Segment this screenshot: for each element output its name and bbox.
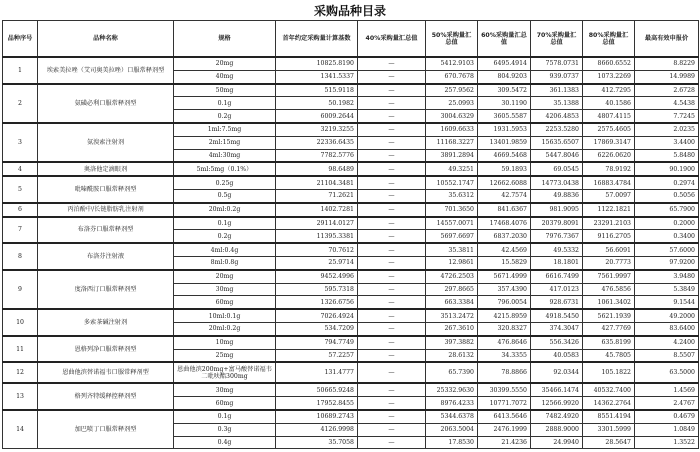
col-base-quantity-header: 首年约定采购量计算基数 [276, 21, 358, 58]
pct40-cell: — [358, 149, 426, 162]
spec-cell: 0.1g [174, 410, 276, 423]
pct80-cell: 78.9192 [583, 162, 635, 176]
pct80-cell: 412.7295 [583, 84, 635, 97]
spec-cell: 4ml:30mg [174, 149, 276, 162]
base-quantity-cell: 11395.3381 [276, 230, 358, 243]
spec-cell: 0.25g [174, 176, 276, 189]
pct80-cell: 635.8199 [583, 336, 635, 349]
max-price-cell: 5.3849 [635, 283, 699, 296]
pct40-cell: — [358, 176, 426, 189]
pct70-cell: 981.9095 [531, 203, 583, 217]
pct70-cell: 7482.4920 [531, 410, 583, 423]
pct50-cell: 65.7390 [426, 362, 478, 383]
base-quantity-cell: 35.7058 [276, 436, 358, 449]
pct50-cell: 267.3610 [426, 322, 478, 335]
pct60-cell: 34.3355 [478, 349, 531, 362]
table-row [3, 203, 699, 217]
pct70-cell: 361.1383 [531, 84, 583, 97]
pct80-cell: 8551.4194 [583, 410, 635, 423]
base-quantity-cell: 6009.2644 [276, 110, 358, 123]
variety-no-cell: 5 [3, 176, 38, 203]
max-price-cell: 49.2000 [635, 309, 699, 322]
pct70-cell: 7976.7367 [531, 230, 583, 243]
pct80-cell: 9116.2705 [583, 230, 635, 243]
variety-name-cell: 奥洛他定滴眼剂 [38, 162, 174, 176]
pct60-cell: 841.6367 [478, 203, 531, 217]
table-row [3, 217, 699, 230]
variety-no-cell: 13 [3, 383, 38, 410]
pct70-cell: 35.1388 [531, 97, 583, 110]
pct70-cell: 556.3426 [531, 336, 583, 349]
pct70-cell: 4918.5450 [531, 309, 583, 322]
pct50-cell: 14557.0071 [426, 217, 478, 230]
pct80-cell: 5621.1939 [583, 309, 635, 322]
pct40-cell: — [358, 256, 426, 269]
pct80-cell: 23291.2103 [583, 217, 635, 230]
pct40-cell: — [358, 383, 426, 396]
pct50-cell: 11168.3227 [426, 136, 478, 149]
spec-cell: 60mg [174, 296, 276, 309]
pct40-cell: — [358, 203, 426, 217]
base-quantity-cell: 7782.5776 [276, 149, 358, 162]
table-row [3, 243, 699, 256]
pct70-cell: 928.6731 [531, 296, 583, 309]
pct70-cell: 374.3047 [531, 322, 583, 335]
max-price-cell: 1.4569 [635, 383, 699, 396]
pct60-cell: 30399.5550 [478, 383, 531, 396]
variety-no-cell: 6 [3, 203, 38, 217]
col-spec-header: 规格 [174, 21, 276, 58]
pct70-cell: 939.0737 [531, 70, 583, 83]
pct40-cell: — [358, 110, 426, 123]
pct80-cell: 427.7769 [583, 322, 635, 335]
pct60-cell: 21.4236 [478, 436, 531, 449]
pct50-cell: 257.9562 [426, 84, 478, 97]
max-price-cell: 90.1900 [635, 162, 699, 176]
variety-name-cell: 恩曲他滨替诺福韦口服常释剂型 [38, 362, 174, 383]
pct50-cell: 3891.2894 [426, 149, 478, 162]
max-price-cell: 2.0235 [635, 123, 699, 136]
max-price-cell: 63.5000 [635, 362, 699, 383]
pct40-cell: — [358, 423, 426, 436]
pct70-cell: 417.0123 [531, 283, 583, 296]
col-60pct-header: 60%采购量汇总值 [478, 21, 531, 58]
base-quantity-cell: 98.6489 [276, 162, 358, 176]
variety-no-cell: 12 [3, 362, 38, 383]
table-row [3, 176, 699, 189]
pct40-cell: — [358, 436, 426, 449]
pct80-cell: 16883.4784 [583, 176, 635, 189]
table-row [3, 57, 699, 70]
max-price-cell: 4.2400 [635, 336, 699, 349]
col-variety-name-header: 品种名称 [38, 21, 174, 58]
pct60-cell: 1931.5953 [478, 123, 531, 136]
pct80-cell: 20.7773 [583, 256, 635, 269]
col-variety-no-header: 品种序号 [3, 21, 38, 58]
pct40-cell: — [358, 57, 426, 70]
base-quantity-cell: 57.2257 [276, 349, 358, 362]
max-price-cell: 83.6400 [635, 322, 699, 335]
spec-cell: 20mg [174, 270, 276, 283]
pct80-cell: 7561.9997 [583, 270, 635, 283]
pct70-cell: 20379.8091 [531, 217, 583, 230]
pct60-cell: 12662.6088 [478, 176, 531, 189]
pct60-cell: 796.0054 [478, 296, 531, 309]
max-price-cell: 3.4400 [635, 136, 699, 149]
pct80-cell: 1061.3402 [583, 296, 635, 309]
spec-cell: 恩曲他滨200mg+富马酸替诺福韦二吡呋酯300mg [174, 362, 276, 383]
header-row [3, 21, 699, 58]
pct80-cell: 56.6091 [583, 243, 635, 256]
base-quantity-cell: 17952.8455 [276, 397, 358, 410]
pct40-cell: — [358, 270, 426, 283]
pct80-cell: 105.1822 [583, 362, 635, 383]
pct80-cell: 40.1586 [583, 97, 635, 110]
pct50-cell: 25.0993 [426, 97, 478, 110]
pct70-cell: 18.1801 [531, 256, 583, 269]
pct60-cell: 6413.5646 [478, 410, 531, 423]
pct70-cell: 49.5332 [531, 243, 583, 256]
pct70-cell: 40.0583 [531, 349, 583, 362]
spec-cell: 50mg [174, 84, 276, 97]
max-price-cell: 0.4679 [635, 410, 699, 423]
pct60-cell: 30.1190 [478, 97, 531, 110]
spec-cell: 0.1g [174, 217, 276, 230]
table-row [3, 410, 699, 423]
pct60-cell: 804.9203 [478, 70, 531, 83]
table-row [3, 383, 699, 396]
base-quantity-cell: 50665.9248 [276, 383, 358, 396]
table-row [3, 123, 699, 136]
base-quantity-cell: 22336.6435 [276, 136, 358, 149]
col-40pct-header: 40%采购量汇总值 [358, 21, 426, 58]
pct80-cell: 8660.6552 [583, 57, 635, 70]
spec-cell: 20ml:0.2g [174, 203, 276, 217]
pct40-cell: — [358, 336, 426, 349]
max-price-cell: 57.6000 [635, 243, 699, 256]
pct50-cell: 670.7678 [426, 70, 478, 83]
pct80-cell: 17869.3147 [583, 136, 635, 149]
base-quantity-cell: 50.1982 [276, 97, 358, 110]
pct50-cell: 5697.6697 [426, 230, 478, 243]
pct70-cell: 69.0545 [531, 162, 583, 176]
variety-no-cell: 11 [3, 336, 38, 363]
spec-cell: 10ml:0.1g [174, 309, 276, 322]
pct50-cell: 397.3882 [426, 336, 478, 349]
variety-no-cell: 9 [3, 270, 38, 309]
pct50-cell: 28.6132 [426, 349, 478, 362]
base-quantity-cell: 131.4777 [276, 362, 358, 383]
variety-name-cell: 加巴喷丁口服常释剂型 [38, 410, 174, 449]
max-price-cell: 97.9200 [635, 256, 699, 269]
base-quantity-cell: 7026.4924 [276, 309, 358, 322]
max-price-cell: 5.8480 [635, 149, 699, 162]
pct50-cell: 5412.9103 [426, 57, 478, 70]
variety-name-cell: 格列齐特缓释控释剂型 [38, 383, 174, 410]
col-50pct-header: 50%采购量汇总值 [426, 21, 478, 58]
pct60-cell: 3605.5587 [478, 110, 531, 123]
pct40-cell: — [358, 410, 426, 423]
variety-no-cell: 10 [3, 309, 38, 336]
base-quantity-cell: 1326.6756 [276, 296, 358, 309]
pct80-cell: 6226.0620 [583, 149, 635, 162]
table-row [3, 84, 699, 97]
variety-name-cell: 度洛西汀口服常释剂型 [38, 270, 174, 309]
col-80pct-header: 80%采购量汇总值 [583, 21, 635, 58]
base-quantity-cell: 534.7209 [276, 322, 358, 335]
table-row [3, 162, 699, 176]
variety-no-cell: 3 [3, 123, 38, 162]
pct60-cell: 2476.1999 [478, 423, 531, 436]
variety-name-cell: 丙泊酚中/长链脂肪乳注射剂 [38, 203, 174, 217]
max-price-cell: 8.5507 [635, 349, 699, 362]
pct60-cell: 357.4390 [478, 283, 531, 296]
variety-no-cell: 1 [3, 57, 38, 84]
pct70-cell: 6616.7499 [531, 270, 583, 283]
pct60-cell: 320.8327 [478, 322, 531, 335]
pct70-cell: 35466.1474 [531, 383, 583, 396]
col-70pct-header: 70%采购量汇总值 [531, 21, 583, 58]
pct80-cell: 57.0097 [583, 189, 635, 202]
variety-name-cell: 布洛芬口服常释剂型 [38, 217, 174, 244]
variety-no-cell: 7 [3, 217, 38, 244]
variety-name-cell: 氨溴索注射剂 [38, 123, 174, 162]
spec-cell: 0.5g [174, 189, 276, 202]
pct40-cell: — [358, 309, 426, 322]
pct80-cell: 1073.2269 [583, 70, 635, 83]
pct40-cell: — [358, 189, 426, 202]
variety-no-cell: 4 [3, 162, 38, 176]
spec-cell: 8ml:0.8g [174, 256, 276, 269]
pct70-cell: 4206.4853 [531, 110, 583, 123]
pct40-cell: — [358, 70, 426, 83]
spec-cell: 30mg [174, 383, 276, 396]
pct60-cell: 4669.5468 [478, 149, 531, 162]
pct60-cell: 5671.4999 [478, 270, 531, 283]
base-quantity-cell: 515.9118 [276, 84, 358, 97]
spec-cell: 60mg [174, 397, 276, 410]
pct50-cell: 4726.2503 [426, 270, 478, 283]
spec-cell: 10mg [174, 336, 276, 349]
spec-cell: 40mg [174, 70, 276, 83]
pct40-cell: — [358, 136, 426, 149]
table-row [3, 336, 699, 349]
base-quantity-cell: 25.9714 [276, 256, 358, 269]
pct40-cell: — [358, 162, 426, 176]
pct50-cell: 12.9861 [426, 256, 478, 269]
pct50-cell: 25332.9630 [426, 383, 478, 396]
pct70-cell: 7578.0731 [531, 57, 583, 70]
variety-name-cell: 恩格列净口服常释剂型 [38, 336, 174, 363]
pct80-cell: 2575.4605 [583, 123, 635, 136]
pct60-cell: 78.8866 [478, 362, 531, 383]
variety-name-cell: 氨磺必利口服常释剂型 [38, 84, 174, 123]
pct80-cell: 476.5856 [583, 283, 635, 296]
base-quantity-cell: 4126.9998 [276, 423, 358, 436]
max-price-cell: 2.4767 [635, 397, 699, 410]
pct60-cell: 59.1893 [478, 162, 531, 176]
pct40-cell: — [358, 84, 426, 97]
spec-cell: 20mg [174, 57, 276, 70]
spec-cell: 20ml:0.2g [174, 322, 276, 335]
base-quantity-cell: 10689.2743 [276, 410, 358, 423]
pct70-cell: 49.8836 [531, 189, 583, 202]
pct40-cell: — [358, 362, 426, 383]
pct50-cell: 35.6312 [426, 189, 478, 202]
max-price-cell: 8.8229 [635, 57, 699, 70]
base-quantity-cell: 71.2621 [276, 189, 358, 202]
pct40-cell: — [358, 230, 426, 243]
base-quantity-cell: 794.7749 [276, 336, 358, 349]
table-row [3, 309, 699, 322]
pct40-cell: — [358, 217, 426, 230]
pct80-cell: 1122.1821 [583, 203, 635, 217]
spec-cell: 0.3g [174, 423, 276, 436]
base-quantity-cell: 595.7318 [276, 283, 358, 296]
base-quantity-cell: 1402.7281 [276, 203, 358, 217]
pct40-cell: — [358, 322, 426, 335]
spec-cell: 0.1g [174, 97, 276, 110]
base-quantity-cell: 9452.4996 [276, 270, 358, 283]
max-price-cell: 14.9989 [635, 70, 699, 83]
pct80-cell: 28.5647 [583, 436, 635, 449]
pct60-cell: 6495.4914 [478, 57, 531, 70]
pct50-cell: 3513.2472 [426, 309, 478, 322]
pct50-cell: 1609.6633 [426, 123, 478, 136]
variety-name-cell: 吡嗪酰胺口服常释剂型 [38, 176, 174, 203]
pct60-cell: 476.8646 [478, 336, 531, 349]
pct60-cell: 13401.9859 [478, 136, 531, 149]
variety-no-cell: 14 [3, 410, 38, 449]
pct80-cell: 14362.2764 [583, 397, 635, 410]
pct60-cell: 309.5472 [478, 84, 531, 97]
spec-cell: 30mg [174, 283, 276, 296]
pct60-cell: 15.5829 [478, 256, 531, 269]
max-price-cell: 9.1544 [635, 296, 699, 309]
pct60-cell: 6837.2030 [478, 230, 531, 243]
pct60-cell: 10771.7072 [478, 397, 531, 410]
pct50-cell: 8976.4233 [426, 397, 478, 410]
pct60-cell: 42.7574 [478, 189, 531, 202]
pct70-cell: 24.9940 [531, 436, 583, 449]
max-price-cell: 65.7900 [635, 203, 699, 217]
max-price-cell: 2.6728 [635, 84, 699, 97]
pct80-cell: 40532.7400 [583, 383, 635, 396]
base-quantity-cell: 3219.3255 [276, 123, 358, 136]
pct50-cell: 297.8665 [426, 283, 478, 296]
spec-cell: 2ml:15mg [174, 136, 276, 149]
pct40-cell: — [358, 349, 426, 362]
variety-no-cell: 2 [3, 84, 38, 123]
procurement-catalog-table [2, 20, 699, 449]
pct80-cell: 3301.5999 [583, 423, 635, 436]
base-quantity-cell: 29114.0127 [276, 217, 358, 230]
pct70-cell: 15635.6507 [531, 136, 583, 149]
pct70-cell: 92.0344 [531, 362, 583, 383]
pct40-cell: — [358, 243, 426, 256]
max-price-cell: 0.3400 [635, 230, 699, 243]
variety-name-cell: 布洛芬注射液 [38, 243, 174, 270]
pct80-cell: 4807.4115 [583, 110, 635, 123]
table-row [3, 362, 699, 383]
pct60-cell: 4215.8959 [478, 309, 531, 322]
pct50-cell: 701.3650 [426, 203, 478, 217]
pct40-cell: — [358, 397, 426, 410]
base-quantity-cell: 10825.8190 [276, 57, 358, 70]
spec-cell: 4ml:0.4g [174, 243, 276, 256]
max-price-cell: 7.7245 [635, 110, 699, 123]
pct50-cell: 5344.6378 [426, 410, 478, 423]
max-price-cell: 0.5056 [635, 189, 699, 202]
pct50-cell: 49.3251 [426, 162, 478, 176]
pct60-cell: 42.4569 [478, 243, 531, 256]
max-price-cell: 1.0849 [635, 423, 699, 436]
pct70-cell: 12566.9920 [531, 397, 583, 410]
spec-cell: 0.2g [174, 110, 276, 123]
pct40-cell: — [358, 296, 426, 309]
base-quantity-cell: 21104.3481 [276, 176, 358, 189]
spec-cell: 25mg [174, 349, 276, 362]
pct80-cell: 45.7805 [583, 349, 635, 362]
pct40-cell: — [358, 97, 426, 110]
pct70-cell: 5447.8046 [531, 149, 583, 162]
col-max-price-header: 最高有效申报价 [635, 21, 699, 58]
spec-cell: 0.2g [174, 230, 276, 243]
table-row [3, 270, 699, 283]
variety-name-cell: 埃索美拉唑（艾司奥美拉唑）口服常释剂型 [38, 57, 174, 84]
base-quantity-cell: 70.7612 [276, 243, 358, 256]
variety-no-cell: 8 [3, 243, 38, 270]
pct40-cell: — [358, 283, 426, 296]
pct50-cell: 3004.6329 [426, 110, 478, 123]
max-price-cell: 3.9480 [635, 270, 699, 283]
base-quantity-cell: 1341.5337 [276, 70, 358, 83]
max-price-cell: 0.2000 [635, 217, 699, 230]
pct70-cell: 14773.0438 [531, 176, 583, 189]
spec-cell: 5ml:5mg（0.1%） [174, 162, 276, 176]
variety-name-cell: 多索茶碱注射剂 [38, 309, 174, 336]
max-price-cell: 0.2974 [635, 176, 699, 189]
pct50-cell: 663.3384 [426, 296, 478, 309]
pct60-cell: 17468.4076 [478, 217, 531, 230]
pct50-cell: 2063.5004 [426, 423, 478, 436]
pct70-cell: 2253.5280 [531, 123, 583, 136]
spec-cell: 1ml:7.5mg [174, 123, 276, 136]
page-title: 采购品种目录 [313, 4, 386, 18]
spec-cell: 0.4g [174, 436, 276, 449]
pct40-cell: — [358, 123, 426, 136]
pct50-cell: 35.3811 [426, 243, 478, 256]
pct70-cell: 2888.9000 [531, 423, 583, 436]
max-price-cell: 4.5438 [635, 97, 699, 110]
pct50-cell: 17.8530 [426, 436, 478, 449]
pct50-cell: 10552.1747 [426, 176, 478, 189]
max-price-cell: 1.3522 [635, 436, 699, 449]
